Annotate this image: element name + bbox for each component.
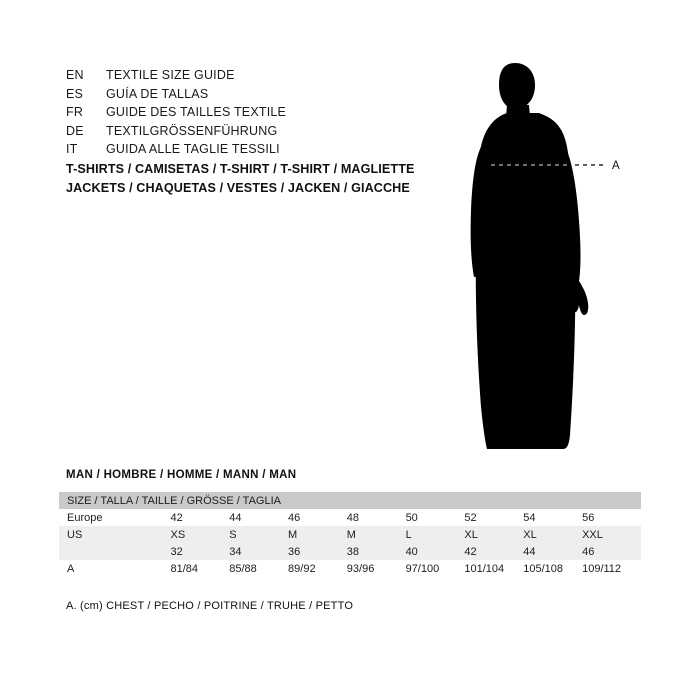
language-code: DE: [66, 123, 84, 138]
language-row: [66, 140, 446, 159]
language-text: GUIDE DES TAILLES TEXTILE: [106, 105, 287, 119]
table-header-row: [59, 492, 641, 509]
cell-value: XL: [523, 528, 537, 541]
language-row: [66, 103, 446, 122]
row-label: Europe: [67, 511, 103, 524]
cell-value: 81/84: [170, 562, 199, 575]
cell-value: 46: [288, 511, 301, 524]
cell-value: 54: [523, 511, 536, 524]
silhouette-svg: [455, 55, 655, 455]
row-label: [59, 543, 171, 560]
cell-value: XL: [464, 528, 478, 541]
language-row: [66, 66, 446, 85]
cell-value: 44: [229, 511, 242, 524]
language-code: IT: [66, 142, 78, 156]
cell-value: 109/112: [582, 562, 622, 575]
cell-value: 105/108: [523, 562, 563, 575]
cell-value: 50: [405, 511, 418, 524]
category-line-jackets: JACKETS / CHAQUETAS / VESTES / JACKEN / GIACCHE: [66, 180, 410, 195]
male-silhouette-illustration: [455, 55, 655, 455]
cell-value: L: [405, 528, 412, 541]
cell-value: 97/100: [405, 562, 440, 575]
cell-value: 46: [582, 545, 595, 558]
language-text: TEXTILGRÖSSENFÜHRUNG: [106, 123, 278, 138]
cell-value: 93/96: [346, 562, 375, 575]
cell-value: 42: [464, 545, 477, 558]
cell-value: 40: [405, 545, 418, 558]
category-line-tshirts: T-SHIRTS / CAMISETAS / T-SHIRT / T-SHIRT / MAGLIETTE: [66, 162, 415, 176]
cell-value: 48: [346, 511, 360, 524]
language-row: [66, 85, 446, 104]
cell-value: 36: [288, 545, 301, 558]
cell-value: XXL: [582, 528, 603, 541]
cell-value: M: [288, 528, 298, 541]
language-text: GUÍA DE TALLAS: [106, 86, 209, 101]
language-text: TEXTILE SIZE GUIDE: [106, 68, 235, 82]
cell-value: M: [346, 528, 356, 541]
cell-value: 101/104: [464, 562, 505, 575]
row-label: US: [67, 528, 83, 541]
table-row: [59, 543, 641, 560]
table-header-label: SIZE / TALLA / TAILLE / GRÖSSE / TAGLIA: [67, 494, 281, 507]
cell-value: 42: [170, 511, 183, 524]
table-row: [59, 509, 641, 526]
language-text: GUIDA ALLE TAGLIE TESSILI: [106, 142, 280, 156]
cell-value: S: [229, 528, 237, 541]
cell-value: 52: [464, 511, 477, 524]
cell-value: 32: [170, 545, 183, 558]
cell-value: 44: [523, 545, 536, 558]
category-list: [66, 160, 486, 197]
cell-value: 34: [229, 545, 242, 558]
table-row: [59, 560, 641, 577]
row-label: A: [67, 562, 75, 575]
language-row: [66, 122, 446, 141]
cell-value: 89/92: [288, 562, 316, 575]
table-row: [59, 526, 641, 543]
language-list: [66, 66, 446, 159]
table-title: MAN / HOMBRE / HOMME / MANN / MAN: [66, 469, 297, 481]
cell-value: XS: [170, 528, 186, 541]
measure-label-a: A: [612, 160, 620, 172]
language-code: FR: [66, 105, 84, 119]
cell-value: 56: [582, 511, 595, 524]
cell-value: 85/88: [229, 562, 257, 575]
size-chart-table: [59, 492, 641, 577]
cell-value: 38: [346, 545, 360, 558]
figure-head: [499, 63, 535, 109]
table-footnote: A. (cm) CHEST / PECHO / POITRINE / TRUHE / PETTO: [66, 600, 354, 612]
language-code: ES: [66, 86, 84, 101]
language-code: EN: [66, 68, 84, 82]
